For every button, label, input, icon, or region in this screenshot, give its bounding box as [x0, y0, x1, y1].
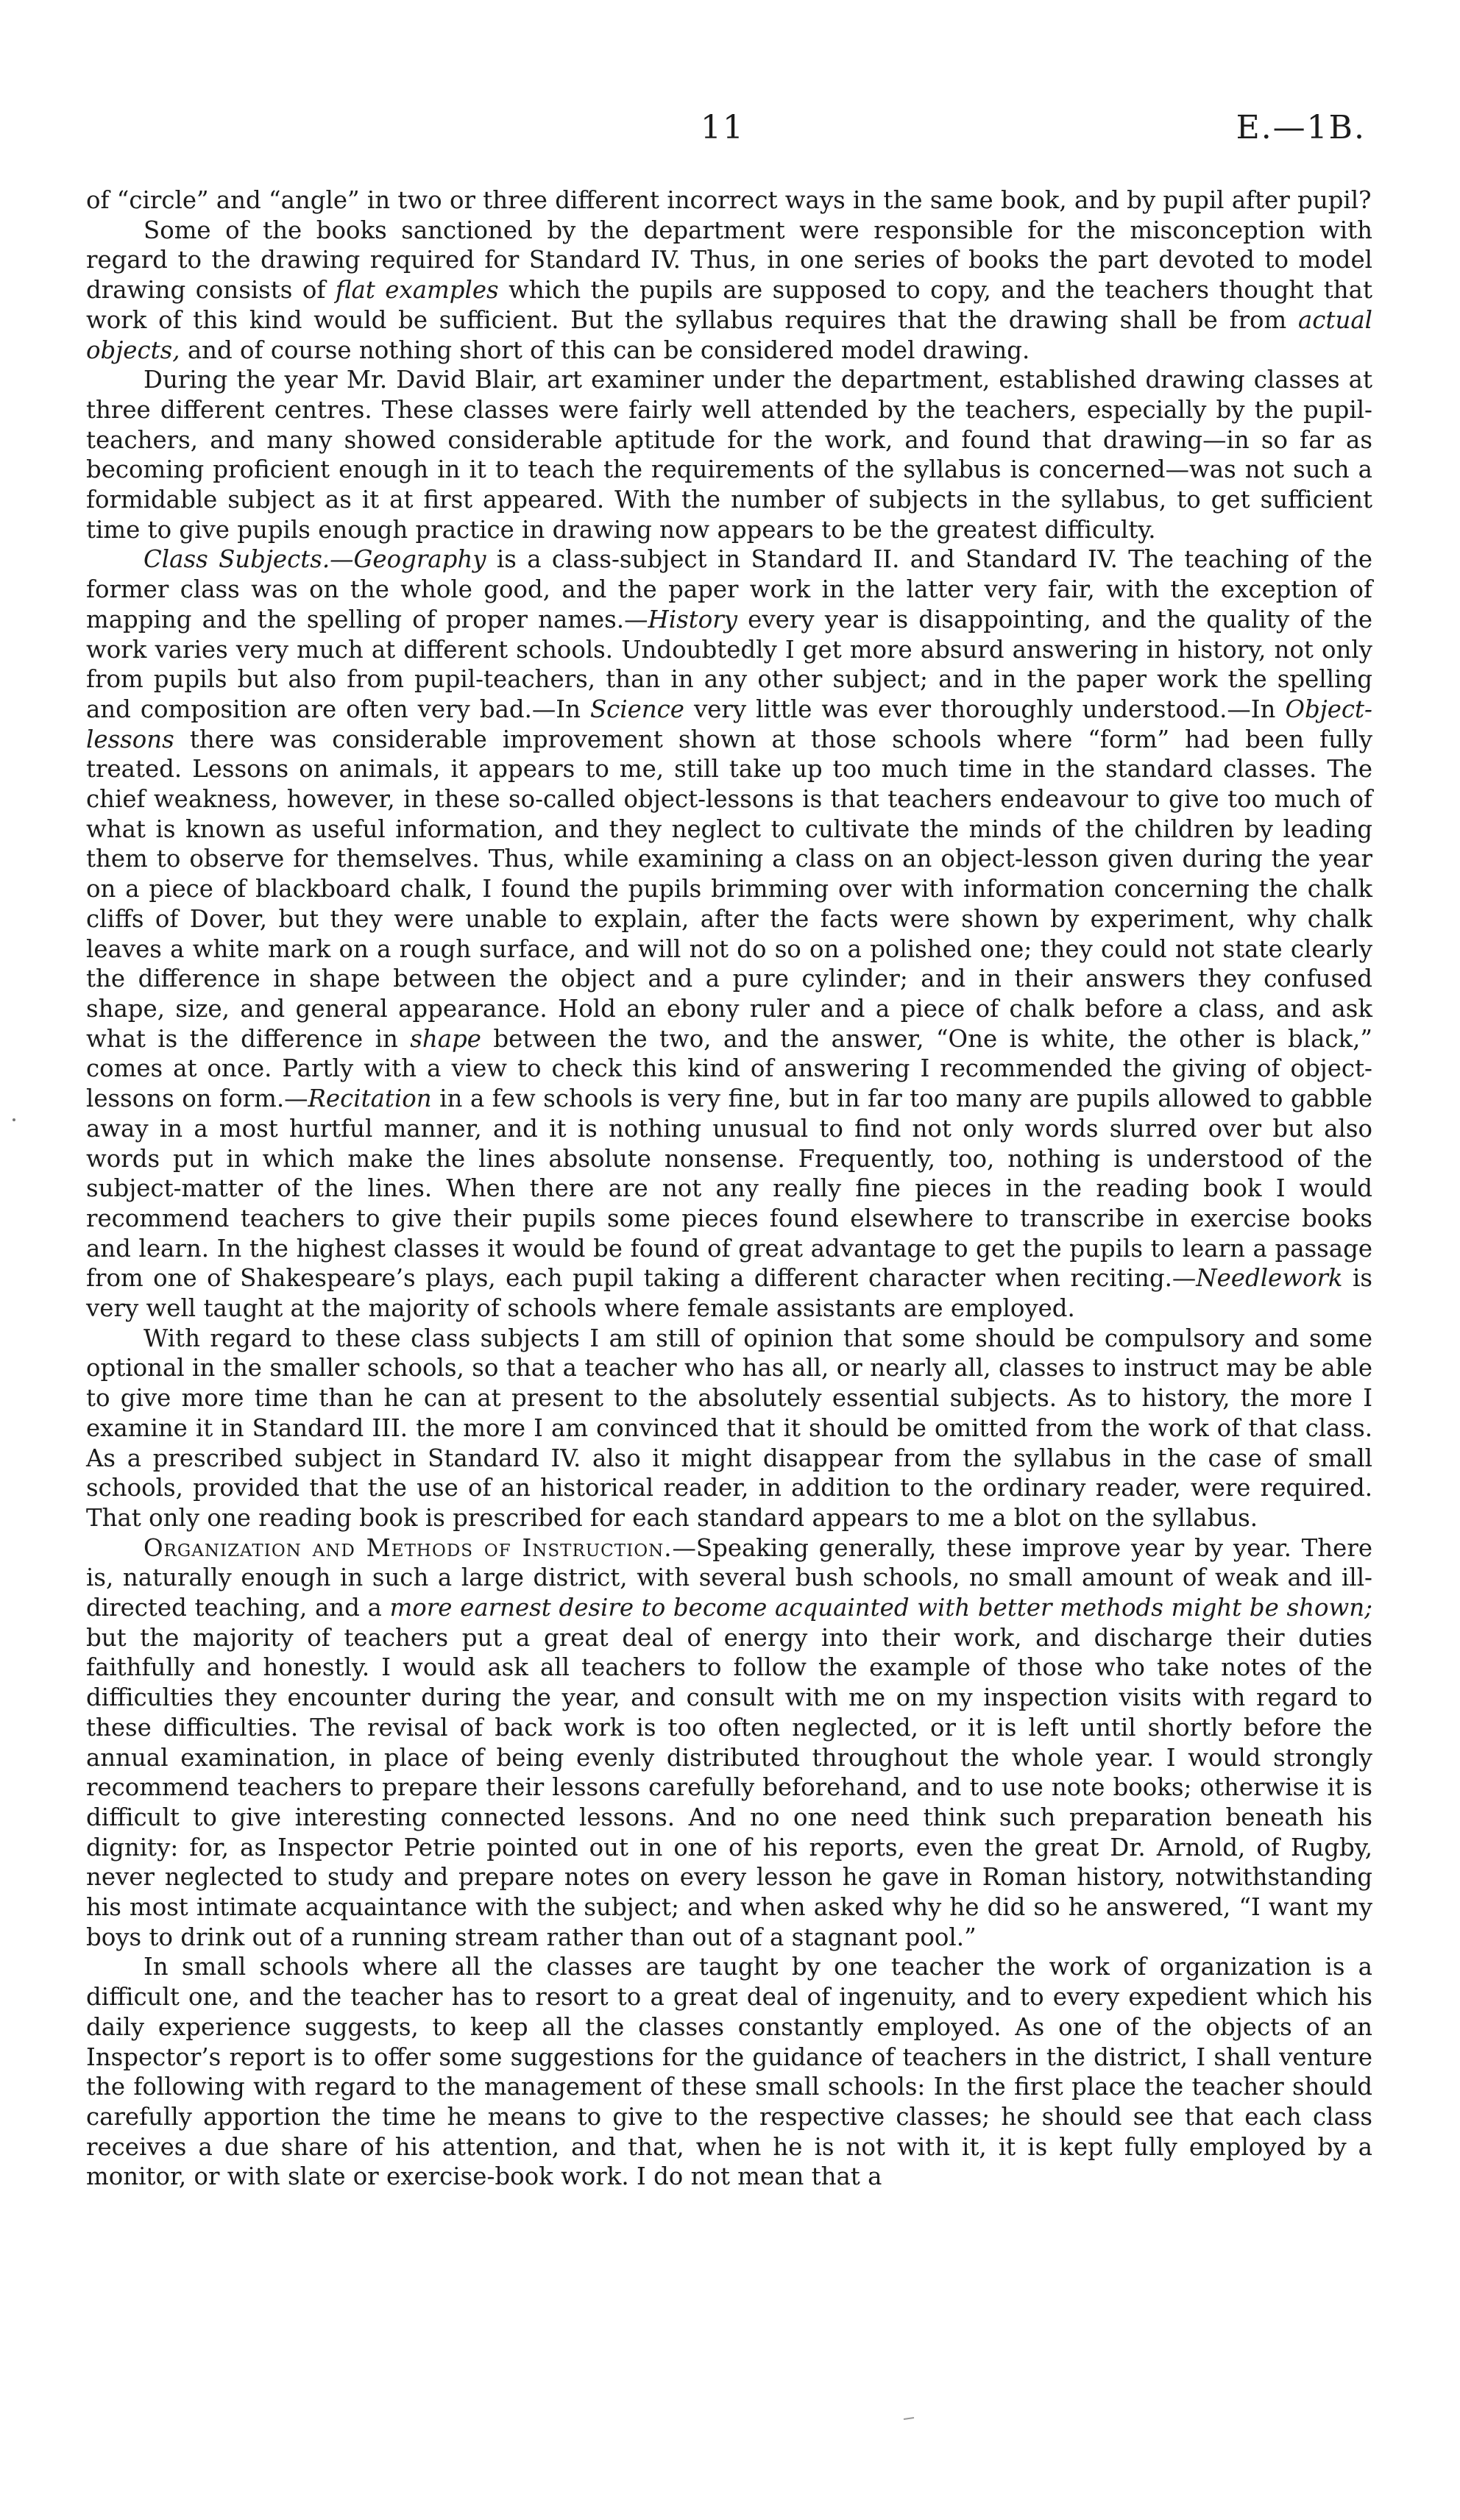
paragraph-text: of “circle” and “angle” in two or three different incorrect ways in the same book, and by pupil after pupil?: [86, 186, 1372, 214]
paragraph-text: there was considerable improvement shown at those schools where “form” had been fully treated. Lessons on animals, it appears to me, still take up too much time in the standard classes. The chief weakness, however, in these so-called object-lessons is that teachers endeavour to give too much of what is known as useful information, and they neglect to cultivate the minds of the children by leading them to observe for themselves. Thus, while examining a class on an object-lesson given during the year on a piece of blackboard chalk, I found the pupils brimming over with information concerning the chalk cliffs of Dover, but they were unable to explain, after the facts were shown by experiment, why chalk leaves a white mark on a rough surface, and will not do so on a polished one; they could not state clearly the difference in shape between the object and a pure cylinder; and in their answers they confused shape, size, and general appearance. Hold an ebony ruler and a piece of chalk before a class, and ask what is the difference in: [86, 725, 1372, 1053]
scan-speck: [13, 1118, 15, 1121]
section-heading: Organization and Methods of Instruction.: [143, 1533, 673, 1562]
paragraph-text: very little was ever thoroughly understood.—In: [684, 695, 1286, 723]
italic-text: Object-lessons: [86, 695, 1372, 753]
page-number: 11: [701, 109, 745, 146]
paragraph-text: With regard to these class subjects I am still of opinion that some should be compulsory and some optional in the smaller schools, so that a teacher who has all, or nearly all, classes to instruct may be able to give more time than he can at present to the absolutely essential subjects. As to history, the more I examine it in Standard III. the more I am convinced that it should be omitted from the work of that class. As a prescribed subject in Standard IV. also it might disappear from the syllabus in the case of small schools, provided that the use of an historical reader, in addition to the ordinary reader, were required. That only one reading book is prescribed for each standard appears to me a blot on the syllabus.: [86, 1324, 1372, 1532]
paragraph-text: is very well taught at the majority of schools where female assistants are employed.: [86, 1264, 1373, 1323]
document-reference: E.—1B.: [1236, 109, 1366, 146]
italic-text: Needlework: [1196, 1264, 1343, 1293]
paragraph-text: During the year Mr. David Blair, art examiner under the department, established drawing classes at three different centres. These classes were fairly well attended by the teachers, especially by the pupil-teachers, and many showed considerable aptitude for the work, and found that drawing—in so far as becoming proficient enough in it to teach the requirements of the syllabus is concerned—was not such a formidable subject as it at first appeared. With the number of subjects in the syllabus, to get sufficient time to give pupils enough practice in drawing now appears to be the greatest difficulty.: [86, 366, 1372, 544]
italic-text: actual objects,: [86, 305, 1372, 364]
scan-speck-bottom: [904, 2418, 914, 2419]
paragraph-text: which the pupils are supposed to copy, and the teachers thought that work of this kind would be sufficient. But the syllabus requires that the drawing shall be from: [86, 276, 1372, 334]
italic-text: flat examples: [335, 276, 499, 305]
italic-text: Recitation: [308, 1085, 432, 1113]
paragraph-text: between the two, and the answer, “One is white, the other is black,” comes at once. Partly with a view to check this kind of answering I recommended the giving of object-lessons on form.—: [86, 1024, 1372, 1113]
paragraph-text: in a few schools is very fine, but in far too many are pupils allowed to gabble away in a most hurtful manner, and it is nothing unusual to find not only words slurred over but also words put in which make the lines absolute nonsense. Frequently, too, nothing is understood of the subject-matter of the lines. When there are not any really fine pieces in the reading book I would recommend teachers to give their pupils some pieces found elsewhere to transcribe in exercise books and learn. In the highest classes it would be found of great advantage to get the pupils to learn a passage from one of Shakespeare’s plays, each pupil taking a different character when reciting.—: [86, 1085, 1372, 1293]
italic-text: History: [648, 605, 738, 633]
paragraph-text: but the majority of teachers put a great deal of energy into their work, and discharge their duties faithfully and honestly. I would ask all teachers to follow the example of those who take notes of the difficulties they encounter during the year, and consult with me on my inspection visits with regard to these difficulties. The revisal of back work is too often neglected, or it is left until shortly before the annual examination, in place of being evenly distributed throughout the whole year. I would strongly recommend teachers to prepare their lessons carefully beforehand, and to use note books; otherwise it is difficult to give interesting connected lessons. And no one need think such preparation beneath his dignity: for, as Inspector Petrie pointed out in one of his reports, even the great Dr. Arnold, of Rugby, never neglected to study and prepare notes on every lesson he gave in Roman history, notwithstanding his most intimate acquaintance with the subject; and when asked why he did so he answered, “I want my boys to drink out of a running stream rather than out of a stagnant pool.”: [86, 1623, 1372, 1951]
italic-text: more earnest desire to become acquainted with better methods might be shown;: [389, 1594, 1372, 1622]
paragraph-text: —Speaking generally, these improve year by year. There is, naturally enough in such a large district, with several bush schools, no small amount of weak and ill-directed teaching, and a: [86, 1533, 1373, 1622]
paragraph-text: and of course nothing short of this can be considered model drawing.: [180, 336, 1030, 364]
paragraph-text: Some of the books sanctioned by the department were responsible for the misconception with regard to the drawing required for Standard IV. Thus, in one series of books the part devoted to model drawing consists of: [86, 216, 1372, 305]
paragraph-text: every year is disappointing, and the quality of the work varies very much at different schools. Undoubtedly I get more absurd answering in history, not only from pupils but also from pupil-teachers, than in any other subject; and in the paper work the spelling and composition are often very bad.—In: [86, 605, 1372, 723]
italic-text: Class Subjects.—Geography: [143, 545, 486, 574]
paragraph-text: In small schools where all the classes are taught by one teacher the work of organization is a difficult one, and the teacher has to resort to a great deal of ingenuity, and to every expedient which his daily experience suggests, to keep all the classes constantly employed. As one of the objects of an Inspector’s report is to offer some suggestions for the guidance of teachers in the district, I shall venture the following with regard to the management of these small schools: In the first place the teacher should carefully apportion the time he means to give to the respective classes; he should see that each class receives a due share of his attention, and that, when he is not with it, it is kept fully employed by a monitor, or with slate or exercise-book work. I do not mean that a: [86, 1953, 1372, 2191]
italic-text: Science: [589, 695, 684, 723]
paragraph-text: is a class-subject in Standard II. and Standard IV. The teaching of the former class was on the whole good, and the paper work in the latter very fair, with the exception of mapping and the spelling of proper names.—: [86, 545, 1372, 633]
italic-text: shape: [410, 1024, 481, 1053]
